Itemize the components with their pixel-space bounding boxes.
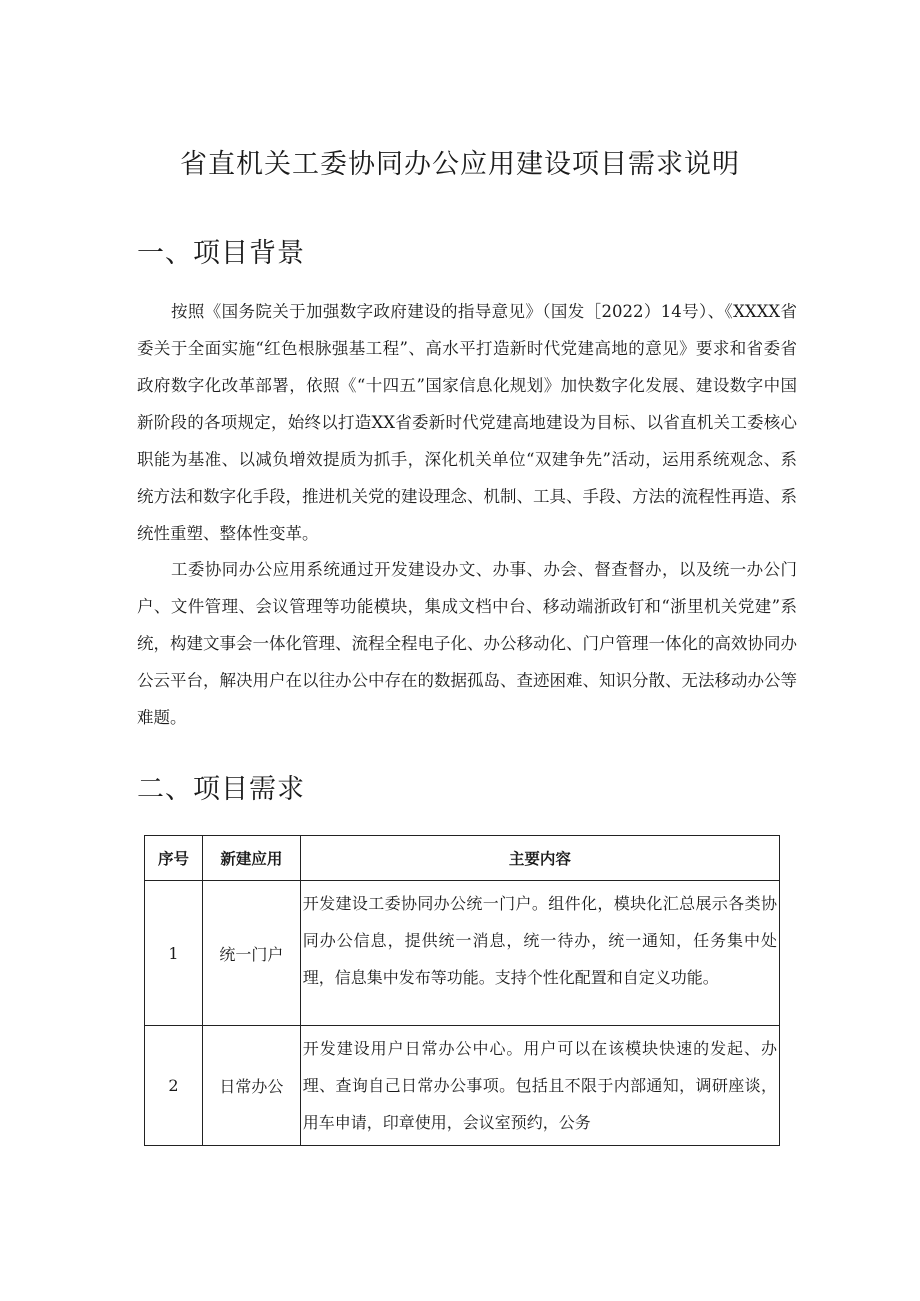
requirements-table xyxy=(144,835,780,1146)
header-number: 序号 xyxy=(145,836,203,881)
background-paragraph-1: 按照《国务院关于加强数字政府建设的指导意见》（国发［2022）14号）、《XXXX省委关于全面实施“红色根脉强基工程”、高水平打造新时代党建高地的意见》要求和省委省政府数字化改革部署，依照《“十四五”国家信息化规划》加快数字化发展、建设数字中国新阶段的各项规定，始终以打造XX省委新时代党建高地建设为目标、以省直机关工委核心职能为基准、以减负增效提质为抓手，深化机关单位“双建争先”活动，运用系统观念、系统方法和数字化手段，推进机关党的建设理念、机制、工具、手段、方法的流程性再造、系统性重塑、整体性变革。 xyxy=(137,302,797,543)
row-application-name: 日常办公 xyxy=(202,1026,300,1146)
document-title: 省直机关工委协同办公应用建设项目需求说明 xyxy=(180,149,740,180)
row-content: 开发建设工委协同办公统一门户。组件化，模块化汇总展示各类协同办公信息，提供统一消息，统一待办，统一通知，任务集中处理，信息集中发布等功能。支持个性化配置和自定义功能。 xyxy=(300,881,779,1026)
section-heading-requirements: 二、项目需求 xyxy=(137,774,305,805)
header-application: 新建应用 xyxy=(202,836,300,881)
row-content: 开发建设用户日常办公中心。用户可以在该模块快速的发起、办理、查询自己日常办公事项。包括且不限于内部通知，调研座谈，用车申请，印章使用，会议室预约，公务 xyxy=(300,1026,779,1146)
section-heading-background: 一、项目背景 xyxy=(137,238,305,269)
row-number: 1 xyxy=(145,881,203,1026)
row-application-name: 统一门户 xyxy=(202,881,300,1026)
table-row xyxy=(145,1026,780,1146)
table-header-row xyxy=(145,836,780,881)
header-content: 主要内容 xyxy=(300,836,779,881)
background-paragraph-2: 工委协同办公应用系统通过开发建设办文、办事、办会、督查督办，以及统一办公门户、文件管理、会议管理等功能模块，集成文档中台、移动端浙政钉和“浙里机关党建”系统，构建文事会一体化管理、流程全程电子化、办公移动化、门户管理一体化的高效协同办公云平台，解决用户在以往办公中存在的数据孤岛、查迹困难、知识分散、无法移动办公等难题。 xyxy=(137,560,797,727)
table-row xyxy=(145,881,780,1026)
row-number: 2 xyxy=(145,1026,203,1146)
